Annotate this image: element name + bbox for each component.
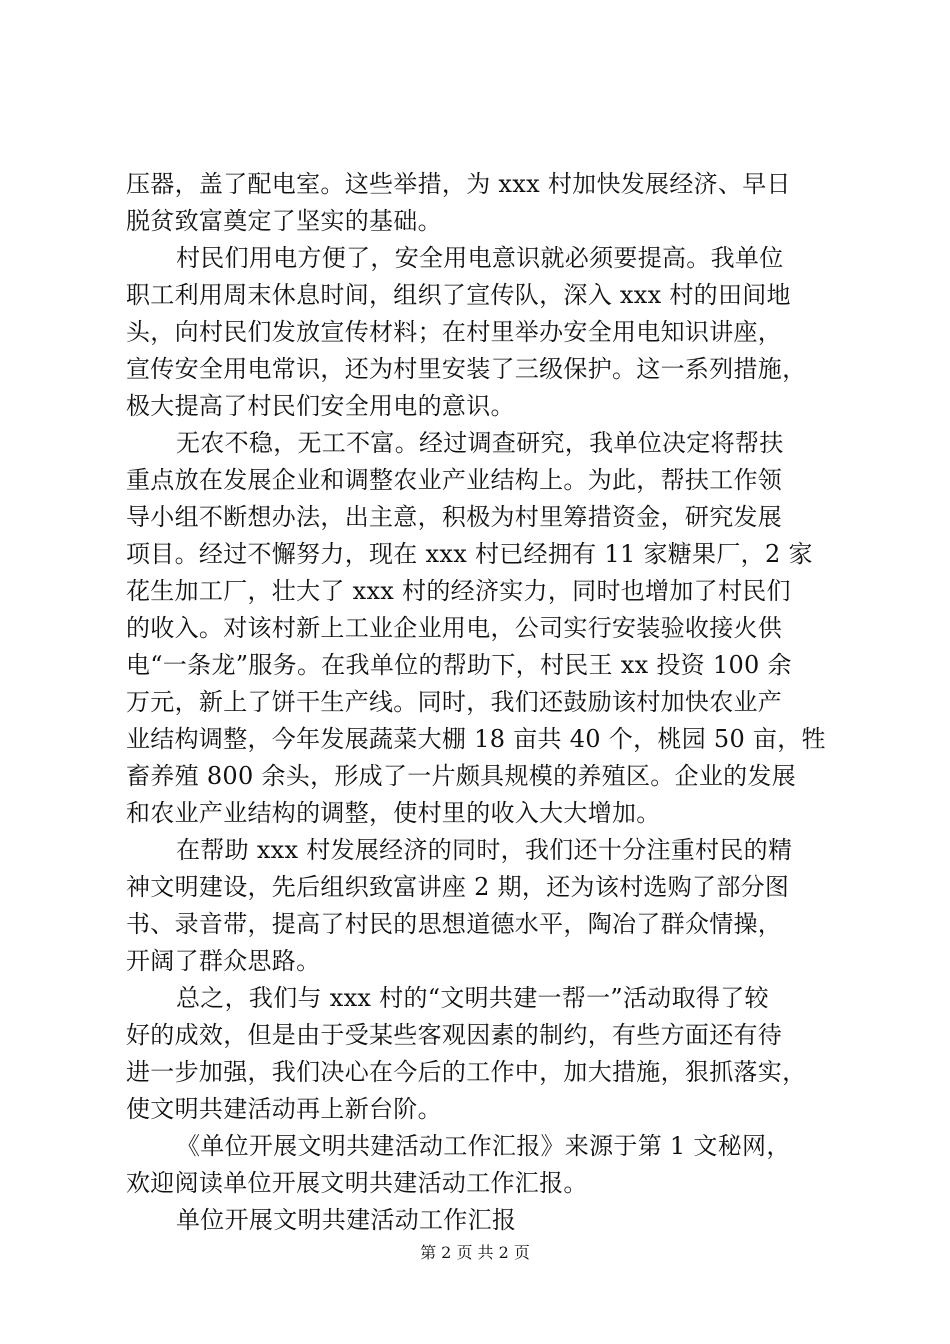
- text-line: 脱贫致富奠定了坚实的基础。: [126, 207, 442, 235]
- text-line: 头，向村民们发放宣传材料；在村里举办安全用电知识讲座，: [126, 318, 783, 346]
- text-line: 书、录音带，提高了村民的思想道德水平，陶冶了群众情操，: [126, 910, 783, 938]
- text-line: 业结构调整，今年发展蔬菜大棚 18 亩共 40 个，桃园 50 亩，牲: [126, 725, 826, 753]
- text-line: 使文明共建活动再上新台阶。: [126, 1095, 442, 1123]
- page-number: 第 2 页 共 2 页: [420, 1243, 530, 1262]
- paragraph-start-line: 在帮助 xxx 村发展经济的同时，我们还十分注重村民的精: [176, 836, 793, 864]
- text-line: 神文明建设，先后组织致富讲座 2 期，还为该村选购了部分图: [126, 873, 790, 901]
- paragraph-start-line: 总之，我们与 xxx 村的“文明共建一帮一”活动取得了较: [176, 984, 769, 1012]
- source-note-line: 《单位开展文明共建活动工作汇报》来源于第 1 文秘网，: [176, 1132, 791, 1160]
- text-line: 压器，盖了配电室。这些举措，为 xxx 村加快发展经济、早日: [126, 170, 791, 198]
- paragraph-start-line: 无农不稳，无工不富。经过调查研究，我单位决定将帮扶: [176, 429, 784, 457]
- text-line: 职工利用周末休息时间，组织了宣传队，深入 xxx 村的田间地: [126, 281, 791, 309]
- text-line: 的收入。对该村新上工业企业用电，公司实行安装验收接火供: [126, 614, 783, 642]
- source-note-line: 欢迎阅读单位开展文明共建活动工作汇报。: [126, 1169, 588, 1197]
- text-line: 电“一条龙”服务。在我单位的帮助下，村民王 xx 投资 100 余: [126, 651, 792, 679]
- paragraph-start-line: 村民们用电方便了，安全用电意识就必须要提高。我单位: [176, 244, 784, 272]
- text-line: 导小组不断想办法，出主意，积极为村里筹措资金，研究发展: [126, 503, 783, 531]
- page-footer: [0, 1243, 950, 1263]
- text-line: 畜养殖 800 余头，形成了一片颇具规模的养殖区。企业的发展: [126, 762, 797, 790]
- text-line: 项目。经过不懈努力，现在 xxx 村已经拥有 11 家糖果厂，2 家: [126, 540, 813, 568]
- text-line: 极大提高了村民们安全用电的意识。: [126, 392, 515, 420]
- text-line: 宣传安全用电常识，还为村里安装了三级保护。这一系列措施，: [126, 355, 807, 383]
- document-title-line: 单位开展文明共建活动工作汇报: [176, 1206, 517, 1234]
- document-body: [126, 166, 826, 1239]
- text-line: 和农业产业结构的调整，使村里的收入大大增加。: [126, 799, 661, 827]
- text-line: 开阔了群众思路。: [126, 947, 321, 975]
- text-line: 花生加工厂，壮大了 xxx 村的经济实力，同时也增加了村民们: [126, 577, 791, 605]
- text-line: 重点放在发展企业和调整农业产业结构上。为此，帮扶工作领: [126, 466, 783, 494]
- text-line: 万元，新上了饼干生产线。同时，我们还鼓励该村加快农业产: [126, 688, 783, 716]
- text-line: 好的成效，但是由于受某些客观因素的制约，有些方面还有待: [126, 1021, 783, 1049]
- text-line: 进一步加强，我们决心在今后的工作中，加大措施，狠抓落实，: [126, 1058, 807, 1086]
